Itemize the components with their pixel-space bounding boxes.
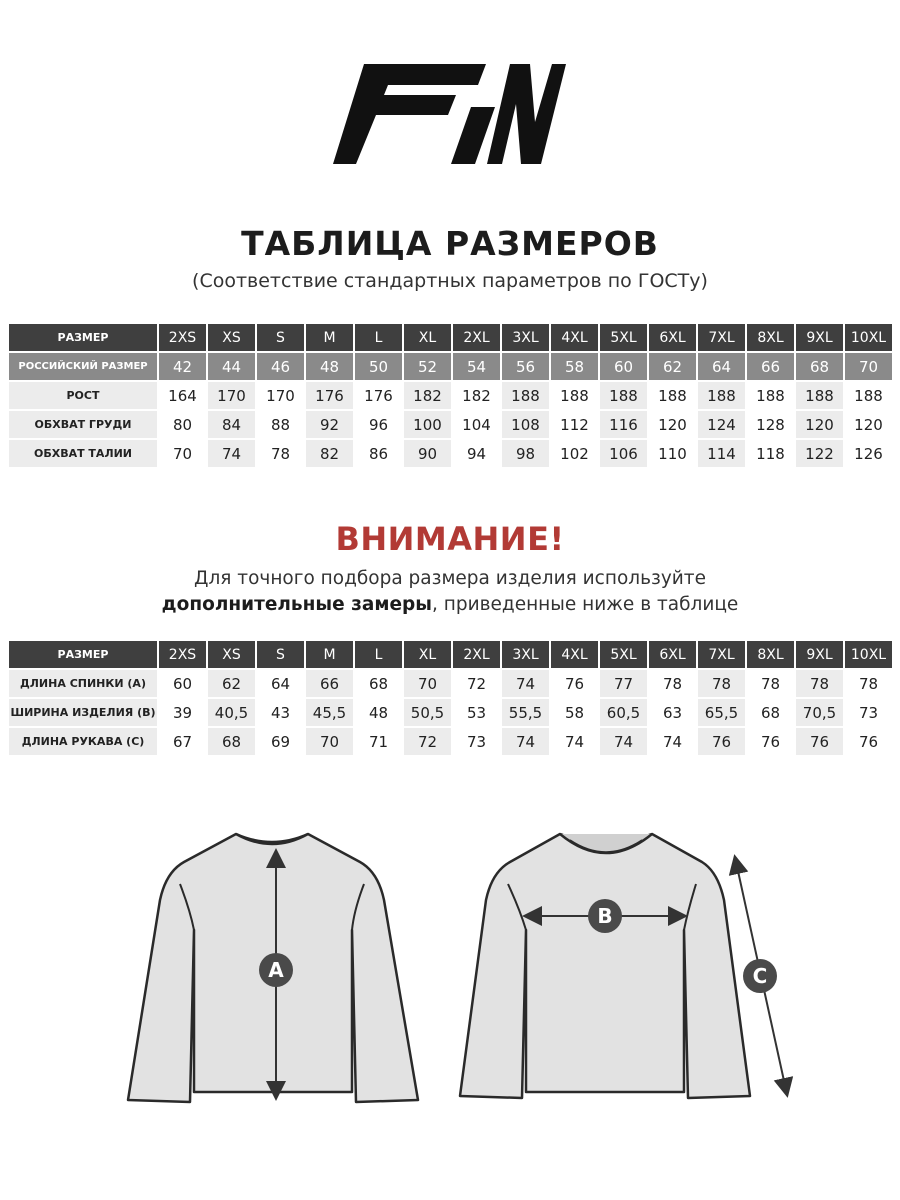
table-cell: 69 [257,728,306,757]
size-header-cell: 3XL [502,641,551,670]
size-header-cell: 2XS [159,324,208,353]
table-cell: 58 [551,699,600,728]
table-cell: 60,5 [600,699,649,728]
table-cell: 74 [600,728,649,757]
table-row [9,699,894,728]
size-header-cell: 7XL [698,324,747,353]
table-cell: 78 [698,670,747,699]
table-cell: 74 [502,728,551,757]
table-cell: 86 [355,440,404,469]
size-header-cell: M [306,641,355,670]
shirt-front-view [460,834,786,1098]
table-cell: 78 [845,670,894,699]
table-cell: 68 [747,699,796,728]
table-cell: 170 [257,382,306,411]
marker-a [259,953,293,987]
table-cell: 76 [698,728,747,757]
size-table-measurements [9,641,894,757]
table-cell: 188 [698,382,747,411]
table-cell: 78 [257,440,306,469]
size-header-cell: 4XL [551,324,600,353]
table-cell: 40,5 [208,699,257,728]
size-header-cell: 7XL [698,641,747,670]
table-cell: 66 [306,670,355,699]
marker-b-label: B [597,904,613,928]
attention-note [0,566,900,618]
size-header-cell: 3XL [502,324,551,353]
table-cell: 102 [551,440,600,469]
size-table-standard [9,324,894,469]
row-label: ДЛИНА РУКАВА (С) [9,728,159,757]
size-header-cell: XS [208,324,257,353]
table-cell: 74 [649,728,698,757]
size-header-cell: 2XL [453,324,502,353]
size-header-cell: 4XL [551,641,600,670]
table-cell: 76 [845,728,894,757]
size-header-cell: 2XL [453,641,502,670]
table-cell: 88 [257,411,306,440]
table-cell: 188 [796,382,845,411]
table-cell: 176 [355,382,404,411]
table-cell: 73 [453,728,502,757]
size-header-cell: 2XS [159,641,208,670]
table-cell: 176 [306,382,355,411]
table-cell: 72 [453,670,502,699]
table-cell: 43 [257,699,306,728]
table-cell: 92 [306,411,355,440]
size-header-row [9,324,894,353]
table-cell: 76 [747,728,796,757]
table-cell: 164 [159,382,208,411]
header-label: РАЗМЕР [9,641,159,670]
attention-bold-text: дополнительные замеры [161,594,432,615]
table-cell: 188 [649,382,698,411]
size-header-cell: 6XL [649,641,698,670]
row-label: РОСТ [9,382,159,411]
table-cell: 53 [453,699,502,728]
table-cell: 124 [698,411,747,440]
marker-c-label: C [752,964,768,988]
table-cell: 126 [845,440,894,469]
size-header-cell: 10XL [845,641,894,670]
marker-a-label: A [268,958,284,982]
attention-rest-text: , приведенные ниже в таблице [432,594,739,615]
row-label: ШИРИНА ИЗДЕЛИЯ (В) [9,699,159,728]
size-header-cell: L [355,324,404,353]
table-cell: 110 [649,440,698,469]
attention-title: ВНИМАНИЕ! [335,520,565,558]
attention-line-1: Для точного подбора размера изделия используйте [194,568,706,589]
table-cell: 120 [796,411,845,440]
table-cell: 128 [747,411,796,440]
table-cell: 82 [306,440,355,469]
table-row [9,728,894,757]
table-cell: 112 [551,411,600,440]
table-cell: 62 [208,670,257,699]
size-header-cell: S [257,324,306,353]
table-cell: 74 [551,728,600,757]
table-cell: 78 [649,670,698,699]
table-cell: 48 [355,699,404,728]
table-cell: 70 [306,728,355,757]
size-header-cell: 8XL [747,641,796,670]
table-cell: 68 [355,670,404,699]
table-cell: 63 [649,699,698,728]
size-header-cell: 8XL [747,324,796,353]
table-cell: 66 [747,353,796,382]
table-cell: 116 [600,411,649,440]
table-cell: 100 [404,411,453,440]
table-cell: 72 [404,728,453,757]
page-title: ТАБЛИЦА РАЗМЕРОВ [241,224,659,263]
size-header-cell: 6XL [649,324,698,353]
size-header-cell: 5XL [600,324,649,353]
table-cell: 94 [453,440,502,469]
table-cell: 80 [159,411,208,440]
table-cell: 60 [159,670,208,699]
table-cell: 60 [600,353,649,382]
size-header-cell: 5XL [600,641,649,670]
table-cell: 84 [208,411,257,440]
table-cell: 170 [208,382,257,411]
table-cell: 48 [306,353,355,382]
table-cell: 68 [796,353,845,382]
table-cell: 46 [257,353,306,382]
table-cell: 76 [551,670,600,699]
table-cell: 55,5 [502,699,551,728]
table-cell: 64 [698,353,747,382]
size-header-cell: 9XL [796,641,845,670]
size-header-cell: XL [404,641,453,670]
table-cell: 39 [159,699,208,728]
row-label: РОССИЙСКИЙ РАЗМЕР [9,353,159,382]
size-header-cell: L [355,641,404,670]
table-cell: 68 [208,728,257,757]
table-cell: 106 [600,440,649,469]
table-cell: 70 [159,440,208,469]
size-header-cell: XS [208,641,257,670]
table-cell: 56 [502,353,551,382]
size-header-row [9,641,894,670]
table-cell: 52 [404,353,453,382]
table-cell: 108 [502,411,551,440]
table-cell: 78 [747,670,796,699]
table-cell: 77 [600,670,649,699]
table-cell: 71 [355,728,404,757]
table-cell: 73 [845,699,894,728]
size-header-cell: XL [404,324,453,353]
table-row [9,382,894,411]
table-cell: 90 [404,440,453,469]
table-row [9,670,894,699]
table-cell: 64 [257,670,306,699]
table-cell: 70 [404,670,453,699]
table-cell: 50 [355,353,404,382]
table-cell: 50,5 [404,699,453,728]
table-cell: 96 [355,411,404,440]
brand-logo [330,52,570,170]
table-cell: 182 [453,382,502,411]
table-cell: 54 [453,353,502,382]
table-cell: 188 [845,382,894,411]
page-subtitle: (Соответствие стандартных параметров по ГОСТу) [192,270,708,292]
table-cell: 62 [649,353,698,382]
marker-b [588,899,622,933]
table-cell: 67 [159,728,208,757]
table-row [9,353,894,382]
table-cell: 188 [600,382,649,411]
size-header-cell: 10XL [845,324,894,353]
table-cell: 70 [845,353,894,382]
row-label: ОБХВАТ ТАЛИИ [9,440,159,469]
table-cell: 78 [796,670,845,699]
table-cell: 188 [747,382,796,411]
table-cell: 74 [208,440,257,469]
table-cell: 70,5 [796,699,845,728]
header-label: РАЗМЕР [9,324,159,353]
table-cell: 58 [551,353,600,382]
row-label: ОБХВАТ ГРУДИ [9,411,159,440]
table-cell: 42 [159,353,208,382]
size-header-cell: M [306,324,355,353]
table-row [9,411,894,440]
size-header-cell: 9XL [796,324,845,353]
table-cell: 104 [453,411,502,440]
table-cell: 114 [698,440,747,469]
table-cell: 65,5 [698,699,747,728]
row-label: ДЛИНА СПИНКИ (А) [9,670,159,699]
table-cell: 74 [502,670,551,699]
table-cell: 182 [404,382,453,411]
table-row [9,440,894,469]
table-cell: 76 [796,728,845,757]
table-cell: 120 [649,411,698,440]
table-cell: 45,5 [306,699,355,728]
table-cell: 188 [502,382,551,411]
measurement-illustration [0,800,900,1130]
size-header-cell: S [257,641,306,670]
table-cell: 118 [747,440,796,469]
table-cell: 98 [502,440,551,469]
table-cell: 188 [551,382,600,411]
marker-c [743,959,777,993]
attention-line-2 [0,592,900,618]
table-cell: 120 [845,411,894,440]
table-cell: 122 [796,440,845,469]
table-cell: 44 [208,353,257,382]
